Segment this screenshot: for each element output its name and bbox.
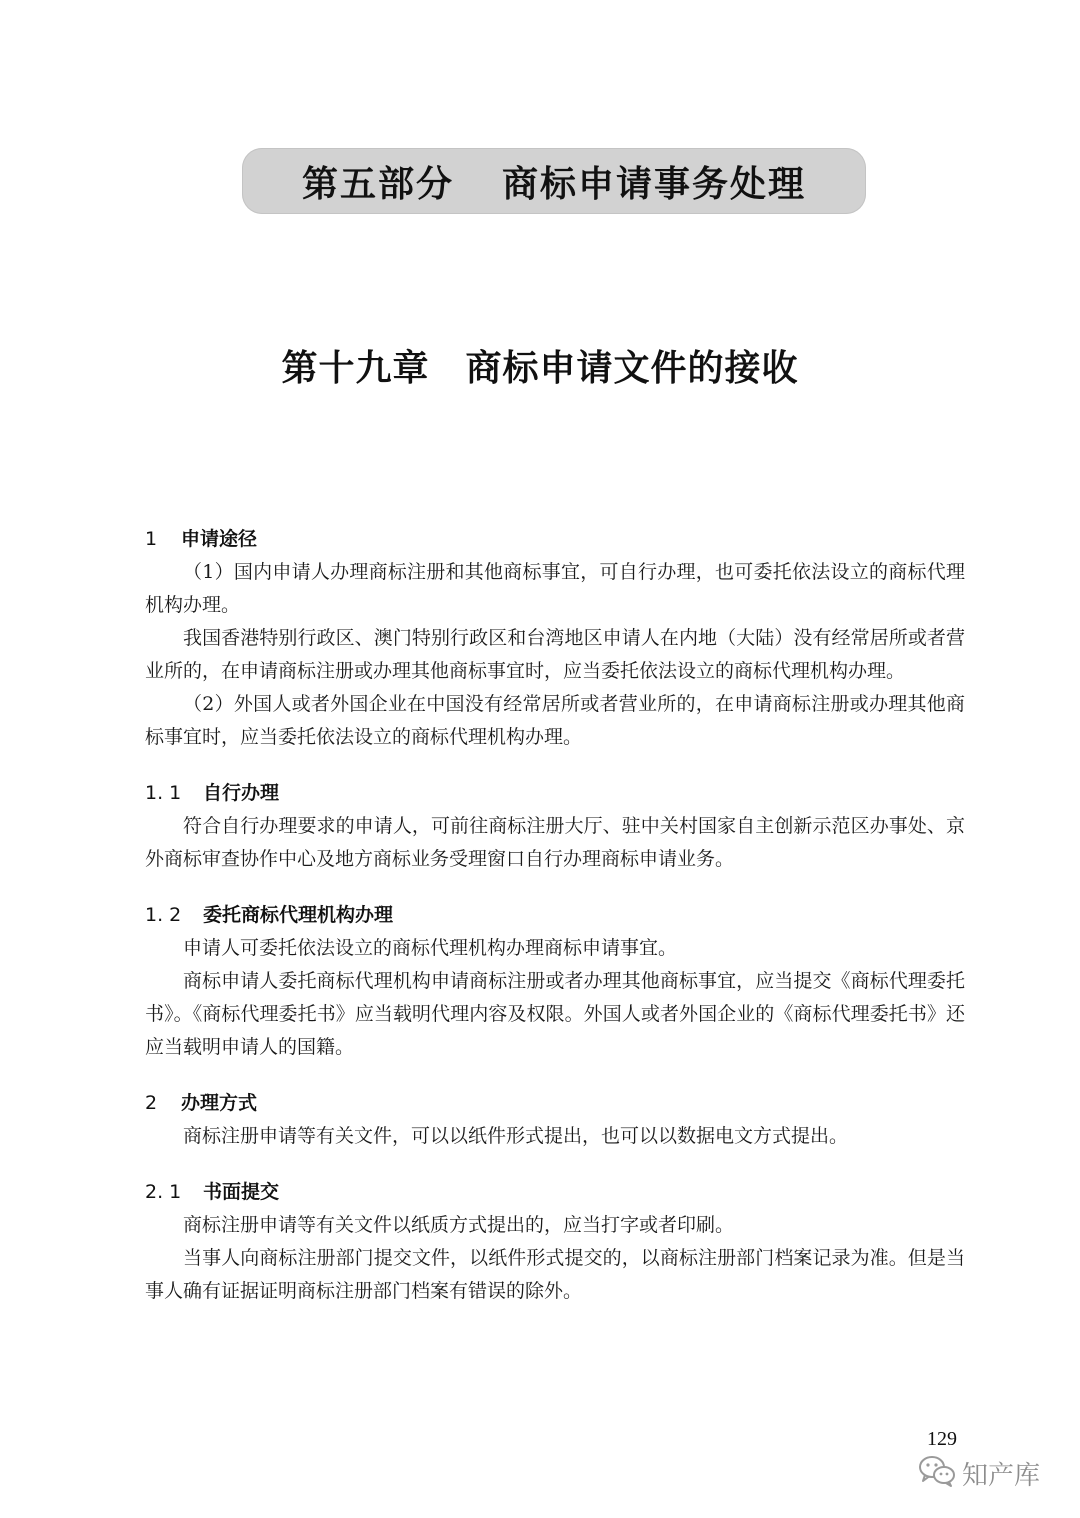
wechat-icon <box>918 1454 956 1492</box>
section-title: 委托商标代理机构办理 <box>203 904 394 926</box>
paragraph: 当事人向商标注册部门提交文件，以纸件形式提交的，以商标注册部门档案记录为准。但是当事人确有证据证明商标注册部门档案有错误的除外。 <box>145 1247 965 1302</box>
part-banner <box>242 148 866 214</box>
part-title <box>302 156 806 207</box>
section-number: 1. 1 <box>145 782 182 804</box>
paragraph: 商标注册申请等有关文件以纸质方式提出的，应当打字或者印刷。 <box>183 1214 735 1236</box>
paragraph: 符合自行办理要求的申请人，可前往商标注册大厅、驻中关村国家自主创新示范区办事处、京外商标审查协作中心及地方商标业务受理窗口自行办理商标申请业务。 <box>145 815 965 870</box>
section-heading-1-2 <box>145 898 965 932</box>
paragraph: 商标申请人委托商标代理机构申请商标注册或者办理其他商标事宜，应当提交《商标代理委托书》。《商标代理委托书》应当载明代理内容及权限。外国人或者外国企业的《商标代理委托书》还应当载明申请人的国籍。 <box>145 970 965 1058</box>
section-heading-2-1 <box>145 1175 965 1209</box>
watermark-text: 知产库 <box>962 1460 1041 1491</box>
page-body <box>145 522 965 1308</box>
chapter-title <box>0 340 1080 391</box>
section-heading-1 <box>145 522 965 556</box>
page-number: 129 <box>927 1428 957 1450</box>
chapter-name: 商标申请文件的接收 <box>465 347 799 389</box>
part-number: 第五部分 <box>301 163 454 205</box>
paragraph: 商标注册申请等有关文件，可以以纸件形式提出，也可以以数据电文方式提出。 <box>183 1125 849 1147</box>
section-number: 1. 2 <box>145 904 182 926</box>
section-title: 自行办理 <box>203 782 280 804</box>
paragraph: （1）国内申请人办理商标注册和其他商标事宜，可自行办理，也可委托依法设立的商标代理机构办理。 <box>145 561 965 616</box>
paragraph: 我国香港特别行政区、澳门特别行政区和台湾地区申请人在内地（大陆）没有经常居所或者营业所的，在申请商标注册或办理其他商标事宜时，应当委托依法设立的商标代理机构办理。 <box>145 627 965 682</box>
section-number: 1 <box>145 528 158 550</box>
section-title: 办理方式 <box>181 1092 258 1114</box>
section-number: 2 <box>145 1092 158 1114</box>
part-name: 商标申请事务处理 <box>502 163 807 205</box>
section-heading-2 <box>145 1086 965 1120</box>
paragraph: （2）外国人或者外国企业在中国没有经常居所或者营业所的，在申请商标注册或办理其他商标事宜时，应当委托依法设立的商标代理机构办理。 <box>145 693 965 748</box>
chapter-number: 第十九章 <box>281 347 430 389</box>
section-title: 书面提交 <box>203 1181 280 1203</box>
section-heading-1-1 <box>145 776 965 810</box>
section-title: 申请途径 <box>181 528 258 550</box>
watermark <box>918 1454 1040 1492</box>
paragraph: 申请人可委托依法设立的商标代理机构办理商标申请事宜。 <box>183 937 678 959</box>
section-number: 2. 1 <box>145 1181 182 1203</box>
